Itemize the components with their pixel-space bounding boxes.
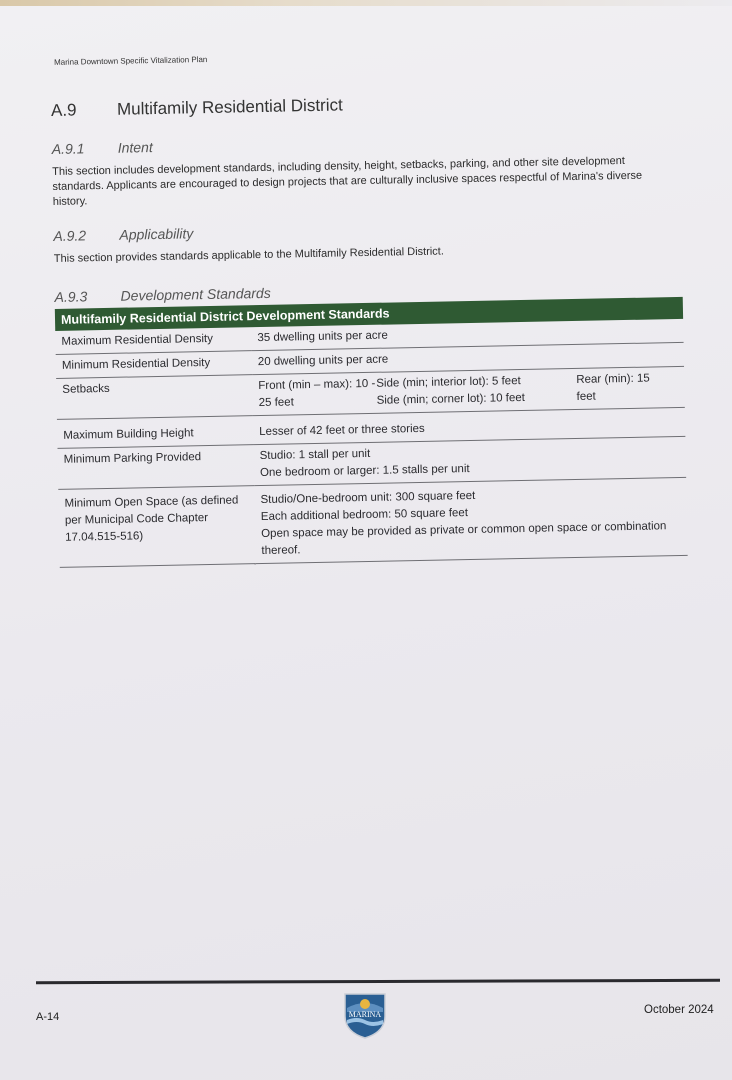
dev-standards-title: Development Standards (120, 284, 271, 304)
row-label: Setbacks (56, 375, 253, 420)
row-label: Minimum Parking Provided (57, 445, 254, 490)
paper-edge (0, 0, 732, 6)
intent-number: A.9.1 (51, 140, 85, 157)
row-label: Minimum Residential Density (56, 351, 252, 379)
setback-side-corner: Side (min; corner lot): 10 feet (376, 391, 526, 407)
section-heading (51, 89, 681, 121)
applicability-number: A.9.2 (53, 227, 87, 244)
logo-text: MARINA (348, 1010, 382, 1019)
setbacks-grid (258, 370, 681, 412)
intent-heading (52, 129, 682, 157)
row-label: Minimum Open Space (as defined per Municipal Code Chapter 17.04.515-516) (58, 486, 255, 568)
marina-logo (341, 990, 389, 1040)
parking-line: One bedroom or larger: 1.5 stalls per unit (259, 463, 470, 480)
table-header: Multifamily Residential District Development Standards (55, 297, 683, 331)
table-row (58, 477, 687, 567)
intent-paragraph: This section includes development standards, including density, height, setbacks, parking, and other site development standards. Applicants are encouraged to design projects that are culturally inclusive spaces respectful of Marina's diverse history. (52, 154, 643, 208)
setback-side (376, 372, 577, 410)
page-content (50, 46, 690, 568)
applicability-heading (53, 216, 683, 244)
footer-rule (36, 979, 720, 984)
dev-standards-number: A.9.3 (54, 288, 88, 305)
applicability-title: Applicability (119, 225, 194, 243)
row-value (254, 477, 687, 563)
open-space-line: Each additional bedroom: 50 square feet (260, 507, 469, 524)
open-space-line: Open space may be provided as private or common open space or combination thereof. (261, 520, 667, 558)
development-standards-table (55, 297, 688, 568)
footer-date: October 2024 (644, 1004, 714, 1016)
setback-side-interior: Side (min; interior lot): 5 feet (376, 375, 521, 390)
row-value: 20 dwelling units per acre (252, 342, 684, 374)
section-title: Multifamily Residential District (116, 95, 343, 119)
row-label: Maximum Building Height (57, 416, 254, 449)
setback-rear: Rear (min): 15 feet (576, 372, 650, 403)
parking-line: Studio: 1 stall per unit (259, 447, 371, 463)
row-label: Maximum Residential Density (55, 327, 251, 354)
open-space-line: Studio/One-bedroom unit: 300 square feet (260, 489, 476, 507)
intent-title: Intent (117, 139, 153, 156)
row-value: Lesser of 42 feet or three stories (253, 407, 685, 444)
row-value: 35 dwelling units per acre (251, 319, 683, 351)
section-number: A.9 (50, 100, 77, 120)
setback-front: Front (min – max): 10 - 25 feet (258, 377, 376, 410)
running-header: Marina Downtown Specific Vitalization Plan (53, 54, 208, 67)
page-number: A-14 (36, 1011, 60, 1023)
applicability-paragraph: This section provides standards applicable to the Multifamily Residential District. (53, 245, 444, 265)
